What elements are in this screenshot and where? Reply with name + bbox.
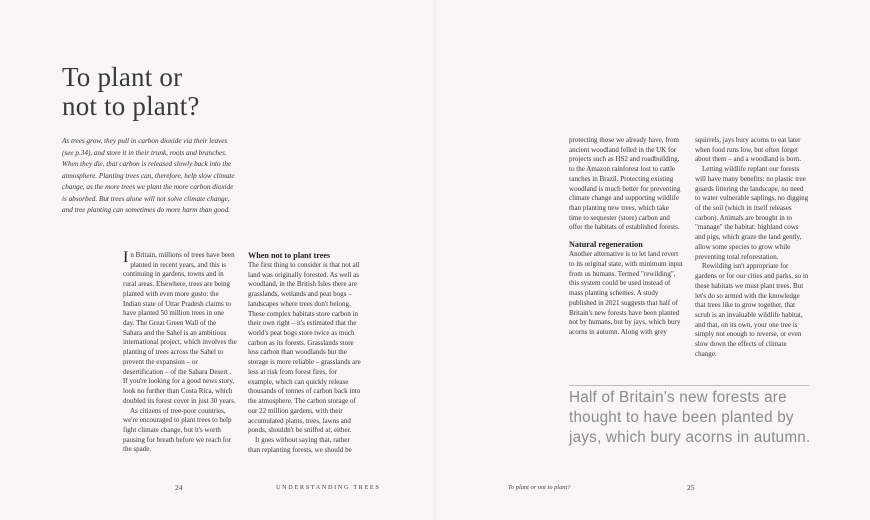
pullquote-rule [569, 385, 809, 386]
page-gutter [434, 0, 436, 520]
section-heading: When not to plant trees [248, 251, 331, 260]
left-column-2 [248, 251, 362, 455]
body-paragraph: Another alternative is to let land revert to its original state, with minimum input from us humans. Termed "rewilding", this system could be used instead of mass planting schemes. A study published in 2021 suggests that half of Britain's new forests have been planted not by humans, but by jays, which bury acorns in autumn. Along with grey [569, 250, 683, 336]
paragraph-text: n Britain, millions of trees have been planted in recent years, and this is continuing in gardens, towns and in rural areas. Elsewhere, trees are being planted with even more gusto: the Indian state of Uttar Pradesh claims to have planted 50 million trees in one day. The Great Green Wall of the Sahara and the Sahel is an ambitious international project, which involves the planting of trees across the Sahel to prevent the expansion – or desertification – of the Sahara Desert . If you're looking for a good news story, look no further than Costa Rica, which doubled its forest cover in just 30 years. [123, 251, 237, 405]
page-number-right: 25 [687, 483, 695, 492]
intro-paragraph: As trees grow, they pull in carbon dioxide via their leaves (see p.34), and store it in their trunk, roots and branches. When they die, that carbon is released slowly back into the atmosphere. Planting trees can, therefore, help slow climate change, as the more trees we plant the more carbon dioxide is absorbed. But trees alone will not solve climate change, and tree planting can sometimes do more harm than good. [62, 137, 235, 214]
body-paragraph: It goes without saying that, rather than replanting forests, we should be [248, 435, 352, 454]
right-column-1 [569, 136, 683, 338]
body-paragraph: protecting those we already have, from ancient woodland felled in the UK for projects such as HS2 and roadbuilding, to the Amazon rainforest lost to cattle ranches in Brazil. Protecting existing woodland is much better for preventing climate change and supporting wildlife than planting new trees, which take time to sequester (store) carbon and offer the habitats of established forests. [569, 136, 681, 232]
body-paragraph: The first thing to consider is that not all land was originally forested. As well as woodland, in the British Isles there are grasslands, wetlands and peat bogs – landscapes where trees don't belong. These complex habitats store carbon in their own right – it's estimated that the world's peat bogs store twice as much carbon as its forests. Grasslands store less carbon than woodlands but the storage is more reliable – grasslands are less at risk from forest fires, for example, which can quickly release thousands of tonnes of carbon back into the atmosphere. The carbon storage of our 22 million gardens, with their accumulated plants, trees, lawns and ponds, shouldn't be sniffed at, either. [248, 261, 361, 435]
body-paragraph: squirrels, jays bury acorns to eat later when food runs low, but often forget about them – and a woodland is born. [695, 136, 802, 164]
running-head-right: To plant or not to plant? [508, 484, 571, 491]
body-paragraph: Letting wildlife replant our forests will have many benefits: no plastic tree guards littering the landscape, no need to water vulnerable saplings, no digging of the soil (which in itself releases carbon). Animals are brought in to "manage" the habitat: highland cows and pigs, which graze the land gently, allow some species to grow while preventing total reforestation. [695, 165, 809, 261]
pull-quote: Half of Britain's new forests are thought to have been planted by jays, which bury acorns in autumn. [569, 389, 811, 446]
title-line-2: not to plant? [62, 91, 200, 121]
title-line-1: To plant or [62, 62, 183, 92]
left-column-1 [123, 251, 237, 455]
right-column-2 [695, 136, 809, 360]
section-heading: Natural regeneration [569, 240, 643, 250]
body-paragraph [123, 251, 237, 407]
drop-cap: I [123, 249, 129, 266]
page-number-left: 24 [175, 483, 183, 492]
page-title [62, 63, 302, 121]
running-head-left: UNDERSTANDING TREES [276, 484, 381, 491]
body-paragraph: As citizens of tree-poor countries, we're encouraged to plant trees to help fight climate change, but it's worth pausing for breath before we reach for the spade. [123, 406, 232, 454]
body-paragraph: Rewilding isn't appropriate for gardens or for our cities and parks, so in these habitats we must plant trees. But let's do so armed with the knowledge that trees like to grow together, that scrub is an invaluable wildlife habitat, and that, on its own, your one tree is simply not enough to reverse, or even slow down the effects of climate change. [695, 262, 809, 358]
